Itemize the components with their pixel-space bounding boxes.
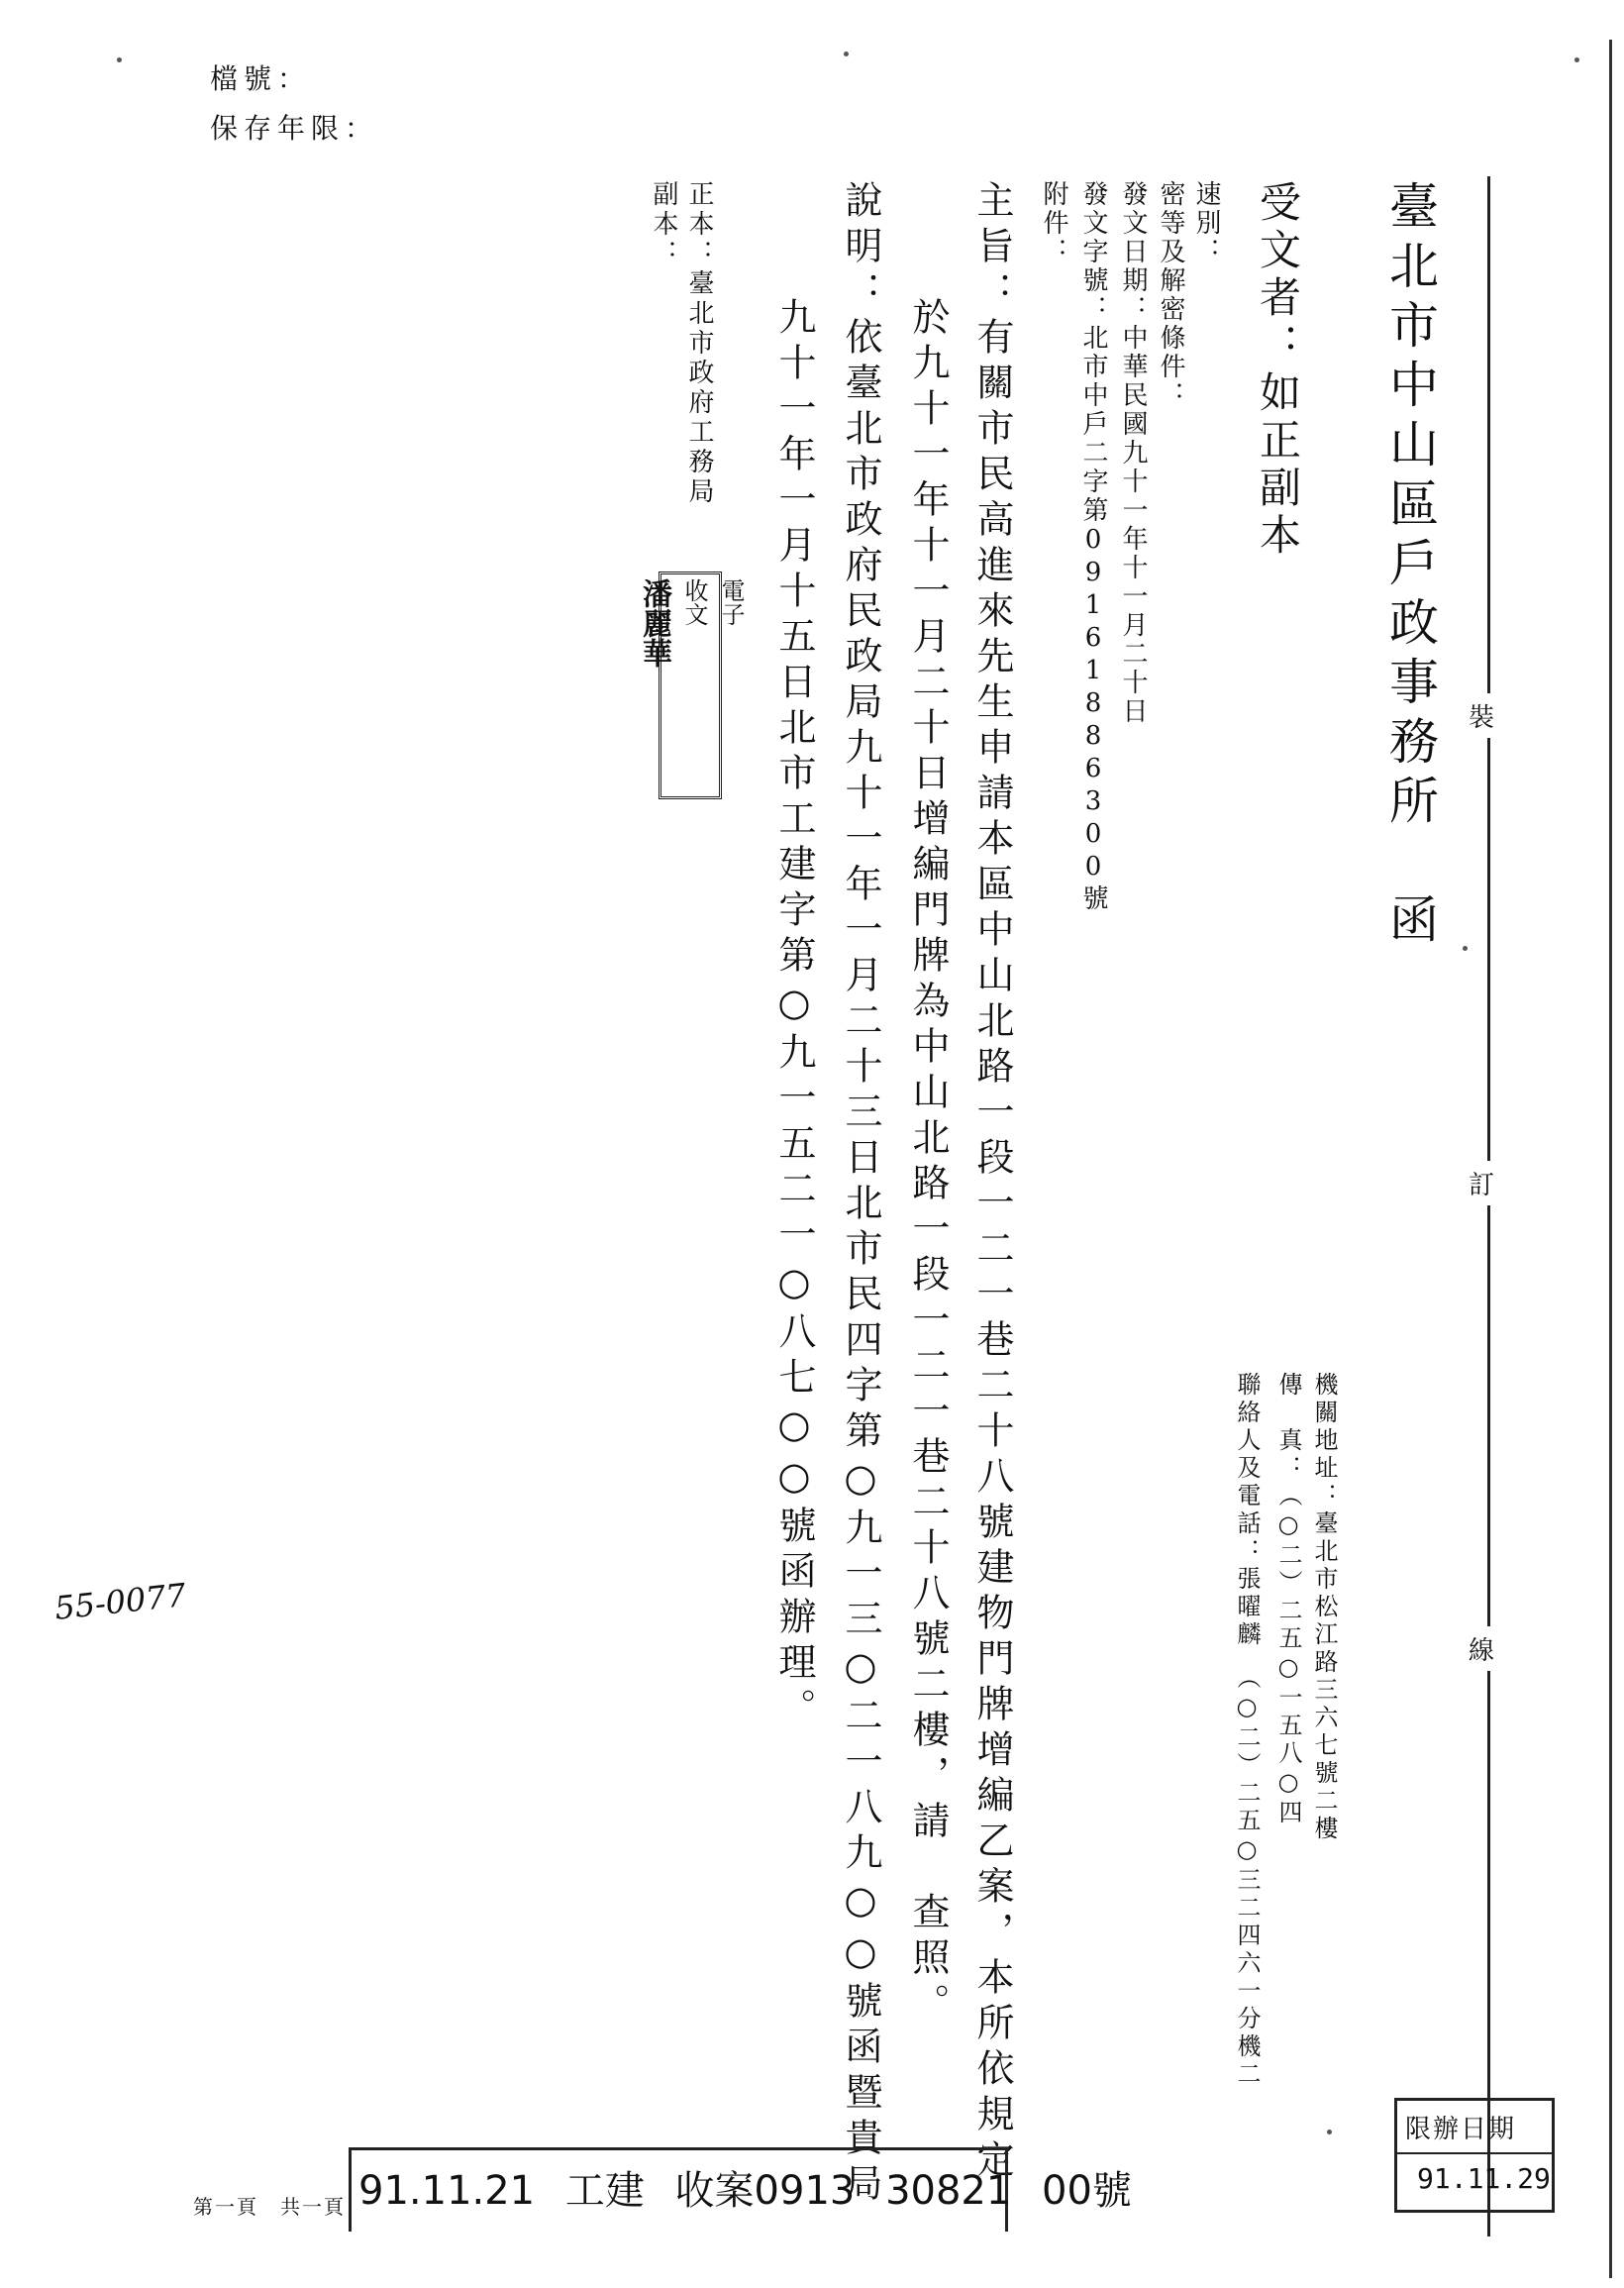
- binding-mark-3: 線: [1469, 1626, 1494, 1671]
- secrecy-class: 密等及解密條件：: [1156, 180, 1185, 410]
- binding-line: [1487, 176, 1490, 2236]
- retention-period-label: 保存年限：: [210, 112, 379, 145]
- attachment: 附件：: [1039, 180, 1068, 266]
- subject-line-1: 主旨：有關市民高進來先生申請本區中山北路一段一二一巷二十八號建物門牌增編乙案，本所依規定: [970, 180, 1014, 2185]
- binding-mark-2: 訂: [1469, 1161, 1494, 1205]
- document-title: 臺北市中山區戶政事務所 函: [1381, 180, 1439, 953]
- document-number: 發文字號：北市中戶二字第09161886300號: [1078, 180, 1108, 913]
- stamp-received: 收文: [680, 578, 708, 626]
- explanation-line-2: 九十一年一月十五日北市工建字第○九一五二一○八七○○號函辦理。: [772, 297, 816, 1733]
- deadline-divider: [1397, 2152, 1552, 2154]
- deadline-label: 限辦日期: [1405, 2115, 1517, 2144]
- recipient: 受文者：如正副本: [1254, 180, 1302, 561]
- deadline-box: [1394, 2098, 1555, 2213]
- original-recipient: 正本：臺北市政府工務局: [684, 180, 714, 507]
- file-number-label: 檔號：: [210, 62, 312, 95]
- explanation-line-1: 說明：依臺北市政府民政局九十一年一月二十三日北市民四字第○九一三○二一八九○○號函暨貴局: [839, 180, 882, 2209]
- speck: [1463, 946, 1468, 951]
- page-edge-line: [1609, 40, 1612, 2278]
- handwritten-margin-note: 55-0077: [52, 1576, 188, 1627]
- agency-address: 機關地址：臺北市松江路三六七號二樓: [1310, 1372, 1338, 1843]
- speck: [1574, 57, 1579, 62]
- page-info: 第一頁 共一頁: [193, 2195, 346, 2219]
- stamp-name: 潘麗華: [637, 578, 671, 668]
- subject-line-2: 於九十一年十一月二十日增編門牌為中山北路一段一二一巷二十八號二樓，請 查照。: [906, 297, 950, 2028]
- receipt-stamp-text: 91.11.21 工建 收案0913 30821 00號: [358, 2168, 1132, 2214]
- copy-recipient: 副本：: [649, 180, 678, 269]
- speck: [117, 57, 122, 62]
- stamp-electronic: 電子: [717, 578, 745, 626]
- speed-class: 速別：: [1191, 180, 1221, 266]
- speck: [844, 52, 849, 56]
- speck: [1327, 2130, 1332, 2134]
- receipt-stamp: [637, 572, 745, 799]
- issue-date: 發文日期：中華民國九十一年十一月二十日: [1118, 180, 1148, 726]
- agency-contact: 聯絡人及電話：張曜麟 （○二）二五○三二四六一分機二: [1233, 1372, 1261, 2089]
- binding-mark-1: 裝: [1469, 693, 1494, 738]
- deadline-date: 91.11.29: [1417, 2162, 1551, 2195]
- agency-fax: 傳 真：（○二）二五○一五八○四: [1274, 1372, 1302, 1827]
